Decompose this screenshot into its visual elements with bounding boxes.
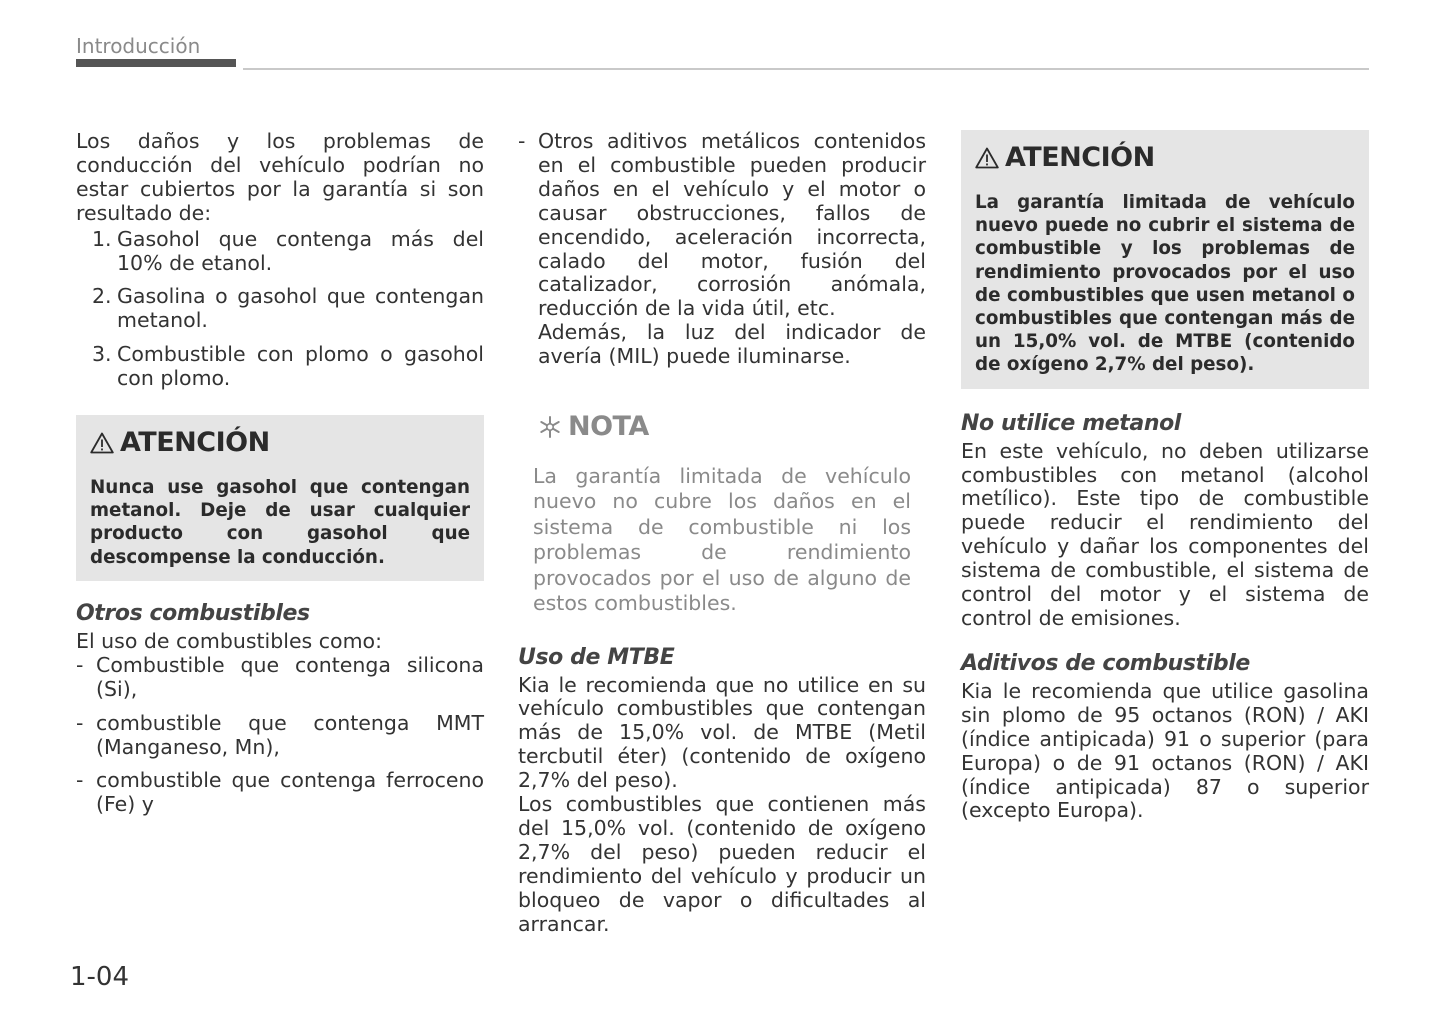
asterisk-note-icon bbox=[538, 415, 562, 439]
mtbe-paragraph-1: Kia le recomienda que no utilice en su vehículo combustibles que contengan más de 15,0% vol. de MTBE (Metil tercbutil éter) (contenido de oxígeno 2,7% del peso). bbox=[518, 672, 926, 793]
list-item-text: Gasohol que contenga más del 10% de etanol. bbox=[117, 226, 484, 275]
metal-additives-list bbox=[518, 130, 926, 321]
warning-box bbox=[961, 130, 1369, 389]
note-title-text: NOTA bbox=[568, 411, 649, 443]
list-item-text: combustible que contenga ferroceno (Fe) y bbox=[96, 768, 484, 817]
other-fuels-list bbox=[76, 654, 484, 817]
list-item-text: Otros aditivos metálicos contenidos en el combustible pueden producir daños en el vehículo y el motor o causar obstrucciones, fallos de encendido, aceleración incorrecta, calado del motor, fusión del catalizador, corrosión anómala, reducción de la vida útil, etc. bbox=[538, 129, 926, 321]
list-item: - Otros aditivos metálicos contenidos en el combustible pueden producir daños en el vehículo y el motor o causar obstrucciones, fallos de encendido, aceleración incorrecta, calado del motor, fusión del catalizador, corrosión anómala, reducción de la vida útil, etc. bbox=[518, 129, 926, 321]
note-title bbox=[538, 411, 926, 442]
header-bar-dark bbox=[76, 59, 236, 67]
list-item: - combustible que contenga MMT (Manganeso, Mn), bbox=[76, 710, 484, 759]
warning-title bbox=[975, 142, 1355, 173]
list-item: - Combustible que contenga silicona (Si), bbox=[76, 652, 484, 701]
list-item-text: Gasolina o gasohol que contengan metanol. bbox=[117, 284, 484, 333]
intro-paragraph: Los daños y los problemas de conducción del vehículo podrían no estar cubiertos por la garantía si son resultado de: bbox=[76, 129, 484, 225]
warning-title-text: ATENCIÓN bbox=[1005, 142, 1155, 173]
column-middle bbox=[518, 130, 926, 936]
warning-text: Nunca use gasohol que contengan metanol. Deje de usar cualquier producto con gasohol que descompense la conducción. bbox=[90, 477, 470, 568]
mil-note: Además, la luz del indicador de avería (MIL) puede iluminarse. bbox=[538, 320, 926, 369]
list-item-text: Combustible que contenga silicona (Si), bbox=[96, 652, 484, 701]
note-text: La garantía limitada de vehículo nuevo no cubre los daños en el sistema de combustible ni los problemas de rendimiento provocados por el uso de alguno de estos combustibles. bbox=[533, 464, 911, 616]
page-number: 1-04 bbox=[70, 962, 130, 992]
list-item bbox=[76, 285, 484, 333]
warning-triangle-icon bbox=[975, 147, 999, 169]
list-item bbox=[76, 228, 484, 276]
subheading-otros-combustibles: Otros combustibles bbox=[76, 600, 310, 626]
metanol-paragraph: En este vehículo, no deben utilizarse combustibles con metanol (alcohol metílico). Este tipo de combustible puede reducir el rendimiento del vehículo y dañar los componentes del sistema de combustible, el sistema de control del motor y el sistema de control de emisiones. bbox=[961, 438, 1369, 630]
page-header bbox=[76, 34, 1369, 74]
section-title: Introducción bbox=[76, 34, 201, 58]
list-item-text: Combustible con plomo o gasohol con plomo. bbox=[117, 342, 484, 391]
otros-intro: El uso de combustibles como: bbox=[76, 628, 382, 653]
header-rule bbox=[243, 68, 1369, 70]
mtbe-paragraph-2: Los combustibles que contienen más del 15,0% vol. (contenido de oxígeno 2,7% del peso) pueden reducir el rendimiento del vehículo y producir un bloqueo de vapor o dificultades al arrancar. bbox=[518, 792, 926, 936]
warning-triangle-icon bbox=[90, 432, 114, 454]
warning-text: La garantía limitada de vehículo nuevo puede no cubrir el sistema de combustible y los problemas de rendimiento provocados por el uso de combustibles que usen metanol o combustibles que contengan más de un 15,0% vol. de MTBE (contenido de oxígeno 2,7% del peso). bbox=[975, 192, 1355, 376]
list-item: - combustible que contenga ferroceno (Fe) y bbox=[76, 768, 484, 817]
aditivos-paragraph: Kia le recomienda que utilice gasolina sin plomo de 95 octanos (RON) / AKI (índice antipicada) 91 o superior (para Europa) o de 91 octanos (RON) / AKI (índice antipicada) 87 o superior (excepto Europa). bbox=[961, 678, 1369, 823]
list-item bbox=[76, 343, 484, 391]
column-left bbox=[76, 130, 484, 827]
subheading-uso-mtbe: Uso de MTBE bbox=[518, 644, 675, 670]
fuel-damage-list bbox=[76, 228, 484, 391]
subheading-no-metanol: No utilice metanol bbox=[961, 410, 1181, 436]
warning-title-text: ATENCIÓN bbox=[120, 427, 270, 459]
list-number: 1. bbox=[92, 226, 112, 251]
subheading-aditivos: Aditivos de combustible bbox=[961, 650, 1250, 676]
column-right bbox=[961, 130, 1369, 823]
list-number: 2. bbox=[92, 284, 112, 309]
warning-title bbox=[90, 427, 470, 458]
warning-box bbox=[76, 415, 484, 581]
list-number: 3. bbox=[92, 342, 112, 367]
list-item-text: combustible que contenga MMT (Manganeso, Mn), bbox=[96, 710, 484, 759]
